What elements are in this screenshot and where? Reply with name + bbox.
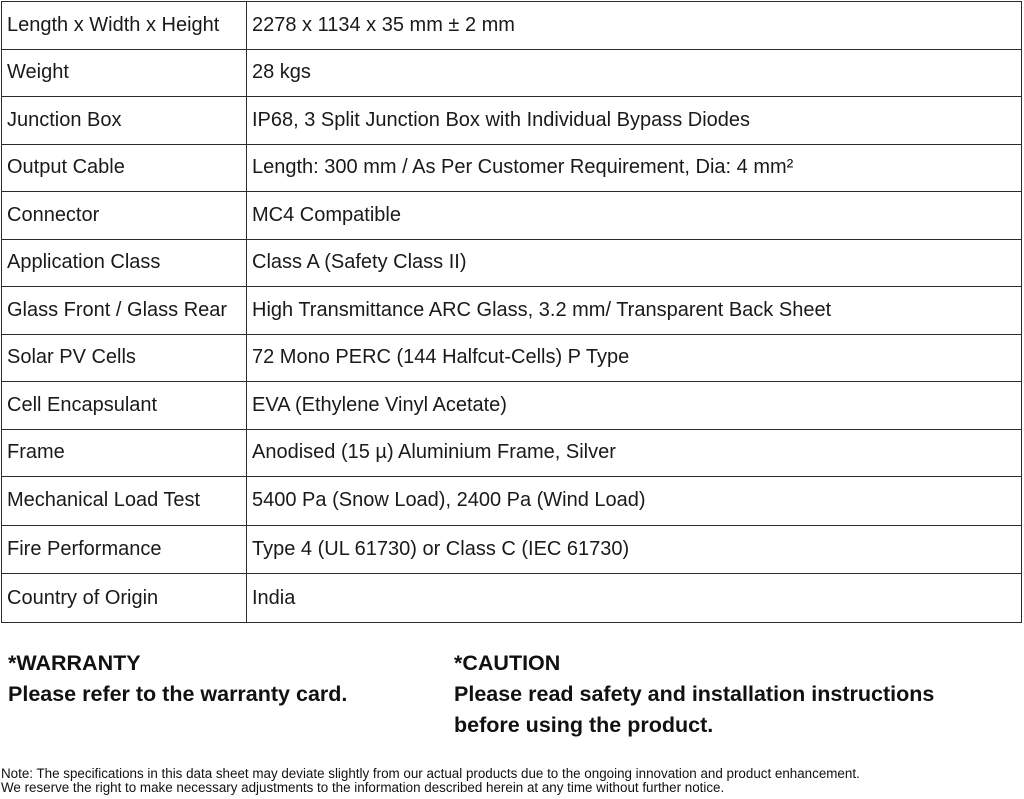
spec-label: Cell Encapsulant [2,382,247,430]
spec-value: IP68, 3 Split Junction Box with Individual Bypass Diodes [247,97,1022,145]
spec-label: Weight [2,49,247,97]
spec-value: High Transmittance ARC Glass, 3.2 mm/ Transparent Back Sheet [247,287,1022,335]
spec-label: Solar PV Cells [2,334,247,382]
spec-value: Class A (Safety Class II) [247,239,1022,287]
spec-value: EVA (Ethylene Vinyl Acetate) [247,382,1022,430]
spec-label: Frame [2,429,247,477]
footnote-line-2: We reserve the right to make necessary adjustments to the information described herein at any time without further notice. [1,780,725,795]
spec-label: Connector [2,192,247,240]
caution-note [454,648,934,741]
table-row [2,525,1022,574]
spec-value: 72 Mono PERC (144 Halfcut-Cells) P Type [247,334,1022,382]
spec-label: Output Cable [2,144,247,192]
spec-value: Length: 300 mm / As Per Customer Requirement, Dia: 4 mm² [247,144,1022,192]
footnote-line-1: Note: The specifications in this data sheet may deviate slightly from our actual products due to the ongoing innovation and product enhancement. [1,766,860,781]
spec-value: India [247,574,1022,623]
table-row [2,2,1022,50]
specifications-table [1,1,1022,623]
spec-label: Fire Performance [2,525,247,574]
spec-label: Mechanical Load Test [2,477,247,526]
spec-label: Length x Width x Height [2,2,247,50]
warranty-heading: *WARRANTY [8,651,141,675]
spec-value: 28 kgs [247,49,1022,97]
disclaimer-footnote [1,767,1024,795]
warranty-text: Please refer to the warranty card. [8,682,348,706]
table-row [2,192,1022,240]
spec-label: Application Class [2,239,247,287]
spec-value: 5400 Pa (Snow Load), 2400 Pa (Wind Load) [247,477,1022,526]
spec-label: Glass Front / Glass Rear [2,287,247,335]
caution-text-line-1: Please read safety and installation instructions [454,682,935,706]
table-row [2,97,1022,145]
spec-value: Anodised (15 µ) Aluminium Frame, Silver [247,429,1022,477]
table-row [2,574,1022,623]
table-row [2,477,1022,526]
spec-value: 2278 x 1134 x 35 mm ± 2 mm [247,2,1022,50]
warranty-note [8,648,347,710]
table-row [2,429,1022,477]
spec-label: Junction Box [2,97,247,145]
table-row [2,334,1022,382]
table-row [2,144,1022,192]
spec-label: Country of Origin [2,574,247,623]
table-row [2,239,1022,287]
table-row [2,287,1022,335]
spec-value: MC4 Compatible [247,192,1022,240]
spec-value: Type 4 (UL 61730) or Class C (IEC 61730) [247,525,1022,574]
table-row [2,49,1022,97]
table-row [2,382,1022,430]
caution-heading: *CAUTION [454,651,561,675]
caution-text-line-2: before using the product. [454,713,714,737]
